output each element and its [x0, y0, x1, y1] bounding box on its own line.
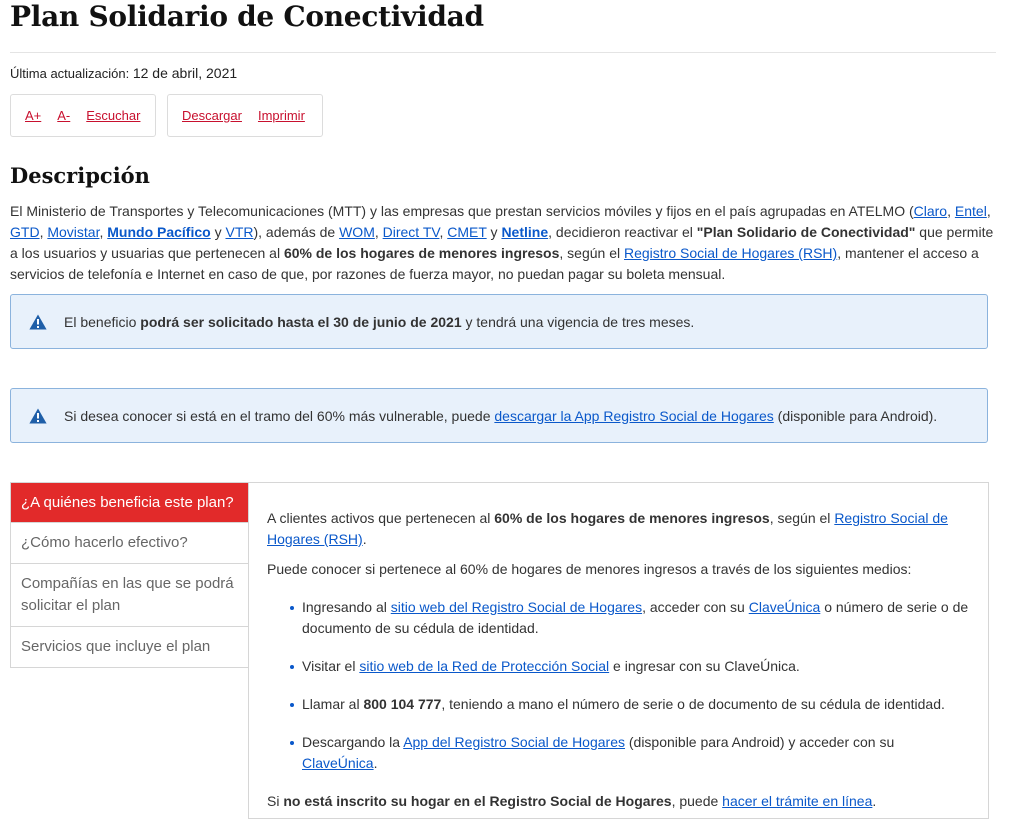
deadline-alert [10, 294, 988, 349]
link-direct-tv[interactable]: Direct TV [382, 224, 440, 240]
font-increase-button[interactable]: A+ [25, 108, 42, 123]
plan-name: "Plan Solidario de Conectividad" [696, 224, 916, 240]
clave-unica-link[interactable]: ClaveÚnica [748, 599, 821, 615]
document-toolbox [167, 94, 323, 137]
list-item: Ingresando al sitio web del Registro Social de Hogares, acceder con su ClaveÚnica o número de serie o de documento de su cédula de identidad. [302, 597, 970, 639]
accessibility-toolbox [10, 94, 156, 137]
online-procedure-link[interactable]: hacer el trámite en línea [722, 793, 873, 809]
list-item: Visitar el sitio web de la Red de Protección Social e ingresar con su ClaveÚnica. [302, 656, 970, 677]
app-alert [10, 388, 988, 443]
description-paragraph: El Ministerio de Transportes y Telecomunicaciones (MTT) y las empresas que prestan servicios móviles y fijos en el país agrupadas en ATELMO (Claro, Entel, GTD, Movistar, Mundo Pacífico y VTR), además de WOM, Direct TV, CMET y Netline, decidieron reactivar el "Plan Solidario de Conectividad" que permite a los usuarios y usuarias que pertenecen al 60% de los hogares de menores ingresos, según el Registro Social de Hogares (RSH), mantener el acceso a servicios de telefonía e Internet en caso de que, por razones de fuerza mayor, no puedan pagar su boleta mensual. [10, 203, 994, 282]
link-rsh[interactable]: Registro Social de Hogares (RSH) [624, 245, 838, 261]
list-item: Descargando la App del Registro Social de Hogares (disponible para Android) y acceder con su ClaveÚnica. [302, 732, 970, 774]
section-title: Descripción [10, 163, 150, 188]
social-protection-link[interactable]: sitio web de la Red de Protección Social [359, 658, 610, 674]
tab-services[interactable]: Servicios que incluye el plan [21, 638, 211, 655]
print-button[interactable]: Imprimir [257, 108, 305, 123]
rsh-website-link[interactable]: sitio web del Registro Social de Hogares [390, 599, 643, 615]
link-claro[interactable]: Claro [913, 203, 948, 219]
download-app-link[interactable]: descargar la App Registro Social de Hogares [494, 407, 774, 424]
phone-number: 800 104 777 [363, 696, 442, 712]
last-updated [10, 65, 237, 81]
link-mundo-pacifico[interactable]: Mundo Pacífico [107, 224, 211, 240]
page-title: Plan Solidario de Conectividad [10, 0, 484, 33]
panel-footer: Si no está inscrito su hogar en el Registro Social de Hogares, puede hacer el trámite en línea. [267, 793, 877, 809]
panel-means: Puede conocer si pertenece al 60% de hogares de menores ingresos a través de los siguientes medios: [267, 561, 912, 577]
deadline-alert-text: El beneficio podrá ser solicitado hasta el 30 de junio de 2021 y tendrá una vigencia de tres meses. [64, 313, 695, 330]
last-updated-label: Última actualización: [10, 66, 130, 81]
rsh-app-link[interactable]: App del Registro Social de Hogares [403, 734, 625, 750]
link-wom[interactable]: WOM [339, 224, 375, 240]
tab-how-to-apply[interactable]: ¿Cómo hacerlo efectivo? [11, 523, 249, 564]
clave-unica-link[interactable]: ClaveÚnica [302, 755, 374, 771]
tab-who-benefits[interactable]: ¿A quiénes beneficia este plan? [11, 483, 249, 523]
panel-intro: A clientes activos que pertenecen al 60% de los hogares de menores ingresos, según el Registro Social de Hogares (RSH). [267, 510, 948, 547]
list-item: Llamar al 800 104 777, teniendo a mano el número de serie o de documento de su cédula de identidad. [302, 694, 970, 715]
tab-panel [248, 482, 989, 819]
link-movistar[interactable]: Movistar [47, 224, 100, 240]
title-divider [10, 52, 996, 53]
link-cmet[interactable]: CMET [447, 224, 487, 240]
link-gtd[interactable]: GTD [10, 224, 40, 240]
last-updated-date: 12 de abril, 2021 [132, 65, 238, 81]
link-vtr[interactable]: VTR [225, 224, 254, 240]
listen-button[interactable]: Escuchar [86, 108, 141, 123]
font-decrease-button[interactable]: A- [57, 108, 71, 123]
warning-icon [29, 314, 47, 330]
tab-companies[interactable]: Compañías en las que se podrá solicitar el plan [11, 564, 249, 627]
means-list [267, 597, 970, 774]
plan-tabs [10, 482, 249, 668]
download-button[interactable]: Descargar [182, 108, 242, 123]
app-alert-text: Si desea conocer si está en el tramo del 60% más vulnerable, puede descargar la App Registro Social de Hogares (disponible para Android). [64, 407, 938, 424]
warning-icon [29, 408, 47, 424]
target-population: 60% de los hogares de menores ingresos [283, 245, 560, 261]
rsh-link[interactable]: Registro Social de Hogares (RSH) [267, 510, 948, 547]
link-entel[interactable]: Entel [954, 203, 987, 219]
link-netline[interactable]: Netline [501, 224, 549, 240]
